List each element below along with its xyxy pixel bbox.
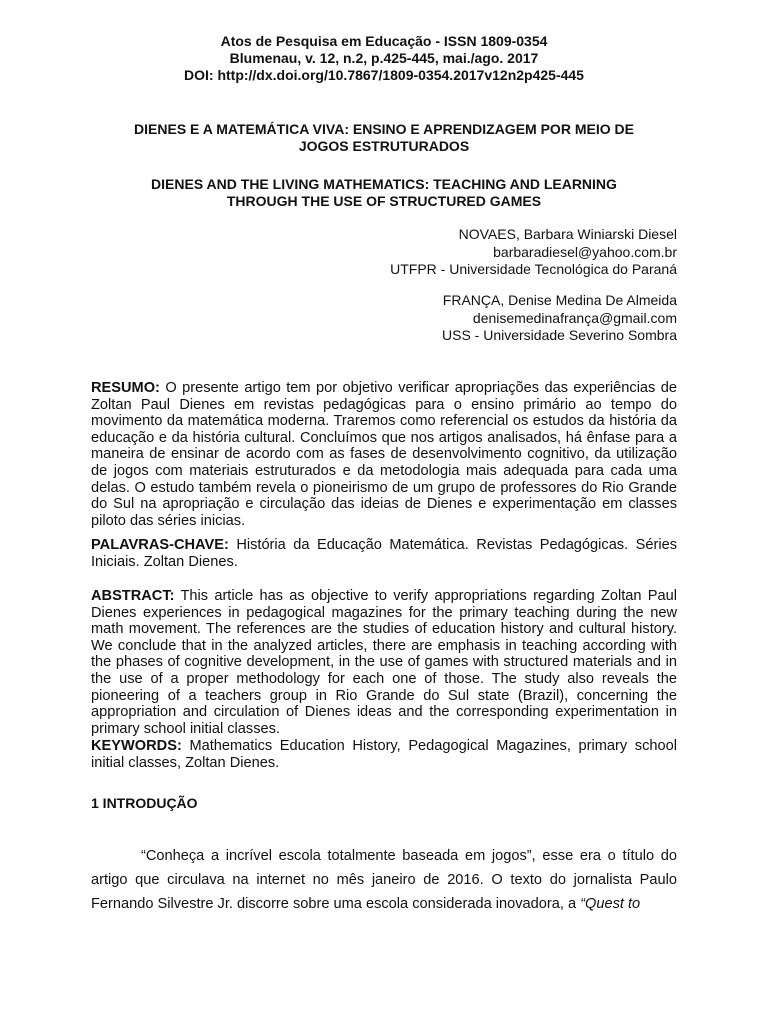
doi-line: DOI: http://dx.doi.org/10.7867/1809-0354.2017v12n2p425-445 [184, 67, 584, 83]
author-affiliation: USS - Universidade Severino Sombra [442, 327, 677, 343]
author-email: denisemedinafrança@gmail.com [472, 309, 677, 326]
section-heading: 1 INTRODUÇÃO [91, 795, 198, 811]
journal-volume-line: Blumenau, v. 12, n.2, p.425-445, mai./ago. 2017 [229, 50, 539, 66]
author-affiliation: UTFPR - Universidade Tecnológica do Paraná [390, 261, 677, 277]
resumo-label: RESUMO: [91, 380, 160, 396]
resumo-text: O presente artigo tem por objetivo verificar apropriações das experiências de Zoltan Paul Dienes em revistas pedagógicas para o ensino primário ao tempo do movimento da matemática moderna. Traremos como referencial os estudos da história da educação e da história cultural. Concluímos que nos artigos analisados, há ênfase para a maneira de ensinar de acordo com as fases de desenvolvimento cognitivo, da utilização de jogos com materiais estruturados e da metodologia mais adequada para cada uma delas. O estudo também revela o pioneirismo de um grupo de professores do Rio Grande do Sul na apropriação e circulação das ideias de Dienes e experimentação em classes piloto das séries inicias. [91, 380, 677, 529]
palavras-chave-label: PALAVRAS-CHAVE: [91, 537, 229, 553]
author-name: NOVAES, Barbara Winiarski Diesel [458, 226, 677, 242]
palavras-chave-paragraph [91, 537, 677, 570]
intro-italic-text: “Quest to [580, 895, 641, 912]
journal-title-line: Atos de Pesquisa em Educação - ISSN 1809-0354 [220, 33, 548, 49]
title-pt-line2: JOGOS ESTRUTURADOS [298, 138, 470, 154]
author-block-2 [442, 292, 677, 345]
author-block-1 [390, 226, 677, 279]
resumo-paragraph [91, 380, 677, 529]
abstract-paragraph [91, 588, 677, 737]
keywords-paragraph [91, 738, 677, 771]
author-email: barbaradiesel@yahoo.com.br [493, 243, 677, 260]
palavras-chave-text: História da Educação Matemática. Revistas Pedagógicas. Séries Iniciais. Zoltan Dienes. [91, 537, 678, 570]
title-portuguese [90, 121, 678, 155]
title-en-line2: THROUGH THE USE OF STRUCTURED GAMES [226, 193, 542, 209]
title-en-line1: DIENES AND THE LIVING MATHEMATICS: TEACHING AND LEARNING [151, 176, 617, 192]
abstract-label: ABSTRACT: [91, 588, 175, 604]
journal-header [0, 33, 768, 84]
intro-text: “Conheça a incrível escola totalmente baseada em jogos”, esse era o título do artigo que circulava na internet no mês janeiro de 2016. O texto do jornalista Paulo Fernando Silvestre Jr. discorre sobre uma escola considerada inovadora, a [91, 848, 677, 912]
title-pt-line1: DIENES E A MATEMÁTICA VIVA: ENSINO E APRENDIZAGEM POR MEIO DE [134, 121, 634, 137]
keywords-label: KEYWORDS: [91, 738, 182, 754]
abstract-text: This article has as objective to verify appropriations regarding Zoltan Paul Dienes experiences in pedagogical magazines for the primary teaching during the new math movement. The references are the studies of education history and cultural history. We conclude that in the analyzed articles, there are emphasis in teaching according with the phases of cognitive development, in the use of games with structured materials and in the use of a proper methodology for each one of those. The study also reveals the pioneering of a teachers group in Rio Grande do Sul state (Brazil), concerning the appropriation and circulation of Dienes ideas and the corresponding experimentation in primary school initial classes. [91, 588, 678, 737]
author-name: FRANÇA, Denise Medina De Almeida [442, 292, 677, 308]
keywords-text: Mathematics Education History, Pedagogical Magazines, primary school initial classes, Zoltan Dienes. [91, 738, 677, 771]
title-english [90, 176, 678, 210]
introduction-paragraph [91, 845, 677, 916]
